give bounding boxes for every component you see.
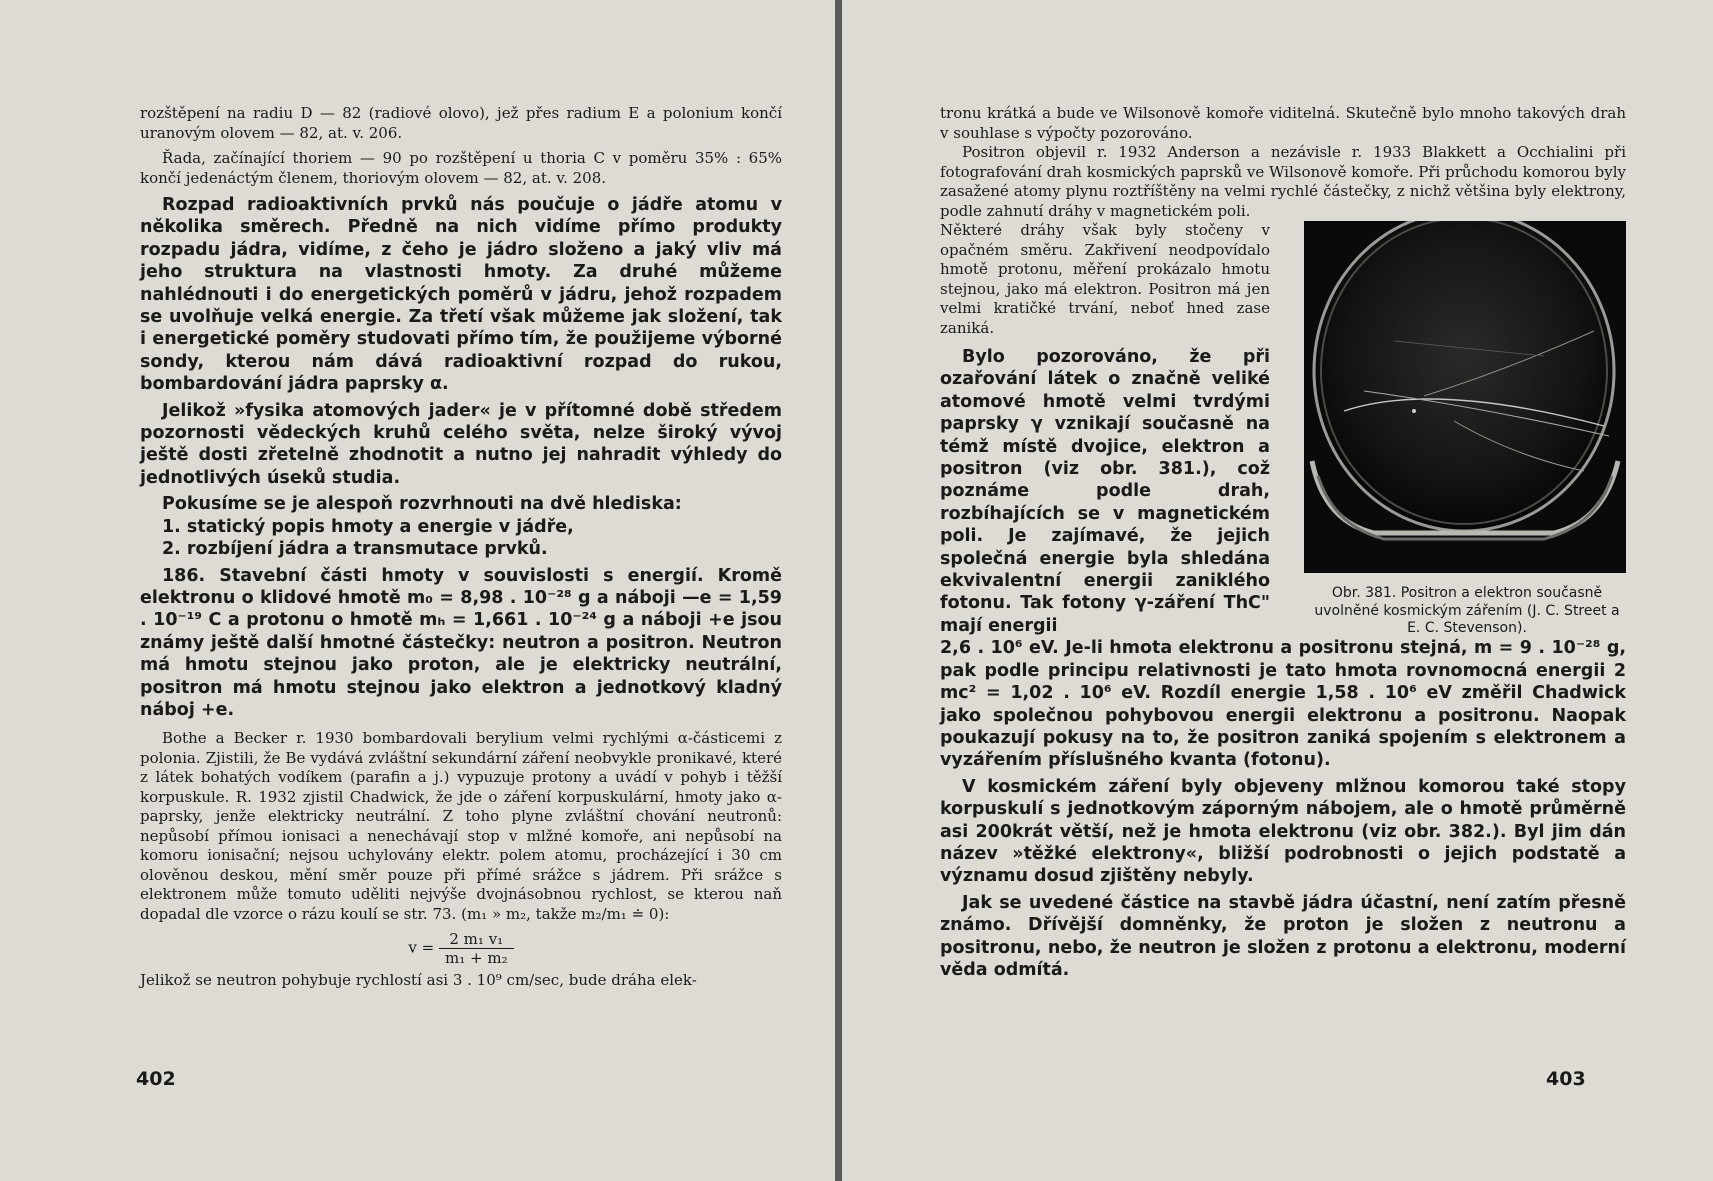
- right-paragraph-4: Bylo pozorováno, že při ozařování látek o značně veliké atomové hmotě velmi tvrdými paprsky γ vznikají současně na témž místě dvojice, elektron a positron (viz obr. 381.), což poznáme podle drah, rozbíhajících se v magnetickém poli. Je zajímavé, že jejich společná energie byla shledána ekvivalentní energii zaniklého fotonu. Tak fotony γ-záření ThC" mají energii: [940, 347, 1270, 636]
- figure-wrap-area: [940, 221, 1626, 637]
- left-text-column: [140, 104, 782, 991]
- right-page: [842, 0, 1713, 1181]
- left-paragraph-4: Jelikož »fysika atomových jader« je v přítomné době středem pozornosti vědeckých kruhů celého světa, nelze široký vývoj ještě dosti zřetelně zhodnotit a nutno jej nahradit výhledy do jednotlivých úseků studia.: [140, 400, 782, 488]
- book-gutter: [835, 0, 842, 1181]
- left-paragraph-2: Řada, začínající thoriem — 90 po rozštěpení u thoria C v poměru 35% : 65% končí jedenáctým členem, thoriovým olovem — 82, at. v. 208.: [140, 149, 782, 187]
- right-paragraph-2: Positron objevil r. 1932 Anderson a nezávisle r. 1933 Blakkett a Occhialini při fotografování drah kosmických paprsků ve Wilsonově komoře. Při průchodu komorou byly zasažené atomy plynu roztříštěny na velmi rychlé částečky, z nichž většina byly elektrony, podle zahnutí dráhy v magnetickém poli.: [940, 143, 1626, 220]
- list-item-1: 1. statický popis hmoty a energie v jádře,: [162, 516, 574, 537]
- section-186-paragraph: 186. Stavební části hmoty v souvislosti s energií. Kromě elektronu o klidové hmotě m₀ = 8,98 . 10⁻²⁸ g a náboji —e = 1,59 . 10⁻¹⁹ C a protonu o hmotě mₕ = 1,661 . 10⁻²⁴ g a náboji +e jsou známy ještě další hmotné částečky: neutron a positron. Neutron má hmotu stejnou jako proton, ale je elektricky neutrální, positron má hmotu stejnou jako elektron a jednotkový kladný náboj +e.: [140, 565, 782, 720]
- right-text-column: [940, 104, 1626, 981]
- equation-lhs: v =: [408, 938, 435, 957]
- right-paragraph-3: Některé dráhy však byly stočeny v opačném směru. Zakřivení neodpovídalo hmotě protonu, měření prokázalo hmotu stejnou, jako má elektron. Positron má jen velmi kratičké trvání, neboť hned zase zaniká.: [940, 221, 1270, 337]
- left-paragraph-8: Jelikož se neutron pohybuje rychlostí asi 3 . 10⁹ cm/sec, bude dráha elek-: [140, 971, 697, 990]
- right-paragraph-5: 2,6 . 10⁶ eV. Je-li hmota elektronu a positronu stejná, m = 9 . 10⁻²⁸ g, pak podle principu relativnosti je tato hmota rovnomocná energii 2 mc² = 1,02 . 10⁶ eV. Rozdíl energie 1,58 . 10⁶ eV změřil Chadwick jako společnou pohybovou energii elektronu a positronu. Naopak poukazují pokusy na to, že positron zaniká spojením s elektronem a vyzářením příslušného kvanta (fotonu).: [940, 638, 1626, 771]
- right-paragraph-7: Jak se uvedené částice na stavbě jádra účastní, není zatím přesně známo. Dřívější domněnky, že proton je složen z neutronu a positronu, nebo, že neutron je složen z protonu a elektronu, moderní věda odmítá.: [940, 892, 1626, 980]
- cloud-chamber-photo: [1304, 221, 1626, 573]
- equation-fraction: [439, 930, 514, 967]
- right-paragraph-6: V kosmickém záření byly objeveny mlžnou komorou také stopy korpuskulí s jednotkovým záporným nábojem, ale o hmotě průměrně asi 200krát větší, než je hmota elektronu (viz obr. 382.). Byl jim dán název »těžké elektrony«, bližší podrobnosti o jejich podstatě a významu dosud zjištěny nebyly.: [940, 776, 1626, 887]
- figure-381: [1304, 221, 1626, 638]
- figure-caption: Obr. 381. Positron a elektron současně uvolněné kosmickým zářením (J. C. Street a E. C. Stevenson).: [1314, 585, 1620, 636]
- left-paragraph-3: Rozpad radioaktivních prvků nás poučuje o jádře atomu v několika směrech. Předně na nich vidíme přímo produkty rozpadu jádra, vidíme, z čeho je jádro složeno a jaký vliv má jeho struktura na vlastnosti hmoty. Za druhé můžeme nahlédnouti i do energetických poměrů v jádru, jehož rozpadem se uvolňuje velká energie. Za třetí však můžeme jak složení, tak i energetické poměry studovati přímo tím, že použijeme výborné sondy, kterou nám dává radioaktivní rozpad do rukou, bombardování jádra paprsky α.: [140, 195, 782, 395]
- left-paragraph-1: rozštěpení na radiu D — 82 (radiové olovo), jež přes radium E a polonium končí uranovým olovem — 82, at. v. 206.: [140, 104, 782, 142]
- page-number-left: 402: [136, 1068, 176, 1090]
- right-paragraph-1: tronu krátká a bude ve Wilsonově komoře viditelná. Skutečně bylo mnoho takových drah v souhlase s výpočty pozorováno.: [940, 104, 1626, 142]
- wrapped-text: [940, 221, 1270, 637]
- velocity-equation: [140, 930, 782, 967]
- left-paragraph-5: Pokusíme se je alespoň rozvrhnouti na dvě hlediska:: [162, 494, 682, 515]
- page-number-right: 403: [1546, 1068, 1586, 1090]
- equation-numerator: 2 m₁ v₁: [449, 930, 504, 949]
- full-width-text: [940, 637, 1626, 981]
- left-page: [0, 0, 835, 1181]
- equation-denominator: m₁ + m₂: [439, 948, 514, 967]
- cloud-chamber-illustration: [1304, 221, 1626, 573]
- left-paragraph-7: Bothe a Becker r. 1930 bombardovali berylium velmi rychlými α-částicemi z polonia. Zjistili, že Be vydává zvláštní sekundární záření neobvykle pronikavé, které z látek bohatých vodíkem (parafin a j.) vypuzuje protony a uvádí v pohyb i těžší korpuskule. R. 1932 zjistil Chadwick, že jde o záření korpuskulární, hmoty jako α-paprsky, jenže elektricky neutrální. Z toho plyne zvláštní chování neutronů: nepůsobí přímou ionisaci a nenechávají stop v mlžné komoře, ani nepůsobí na komoru ionisační; nejsou uchylovány elektr. polem atomu, procházející i 30 cm olověnou deskou, mění směr pouze při přímé srážce s jádrem. Při srážce s elektronem může tomuto uděliti nejvýše dvojnásobnou rychlost, se kterou naň dopadal dle vzorce o rázu koulí se str. 73. (m₁ » m₂, takže m₂/m₁ ≐ 0):: [140, 729, 782, 923]
- list-item-2: 2. rozbíjení jádra a transmutace prvků.: [162, 539, 548, 560]
- right-top-block: [940, 104, 1626, 221]
